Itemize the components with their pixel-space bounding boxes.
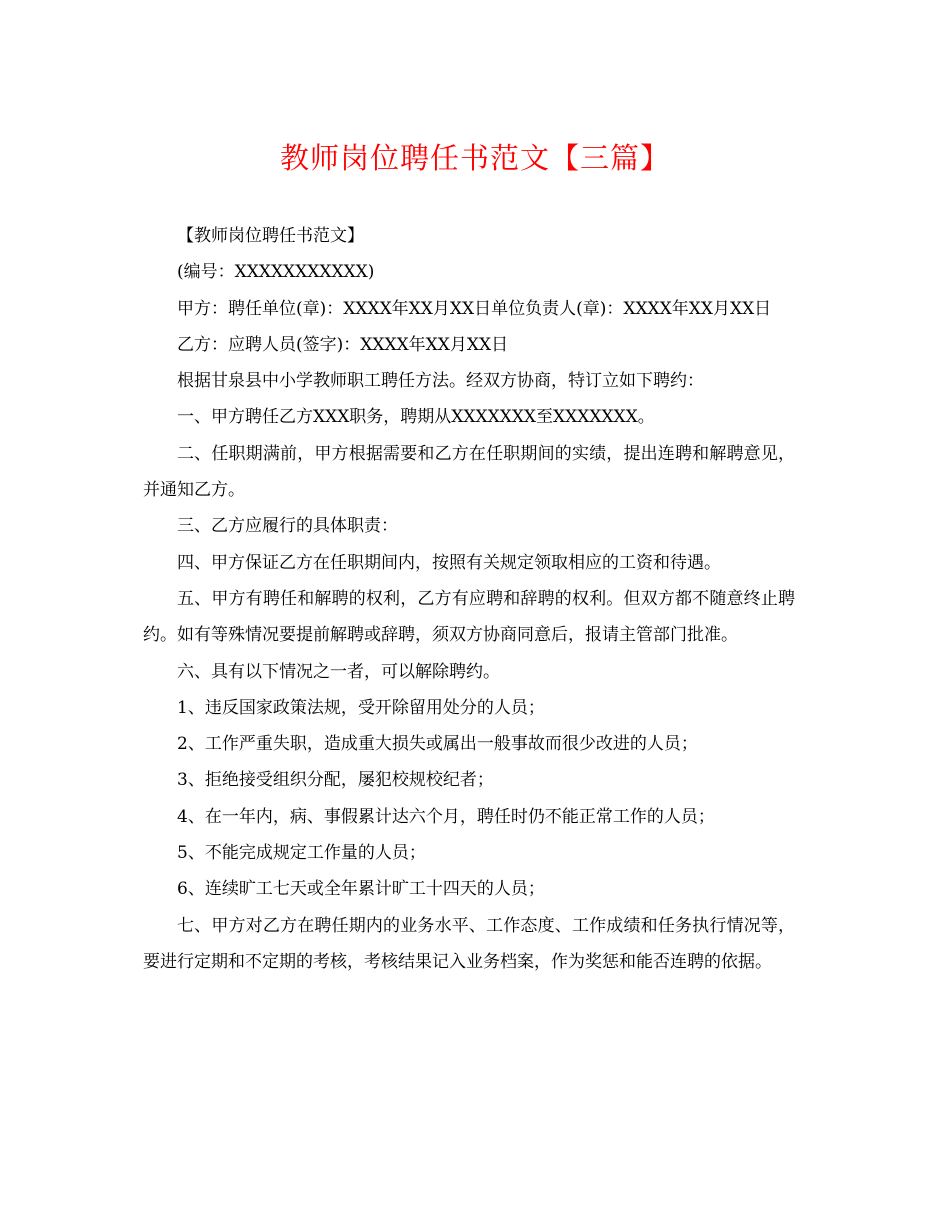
preamble: 根据甘泉县中小学教师职工聘任方法。经双方协商，特订立如下聘约： (177, 371, 704, 392)
party-a-line: 甲方：聘任单位(章)：XXXX年XX月XX日单位负责人(章)：XXXX年XX月XX日 (177, 298, 772, 319)
condition-item-3: 3、拒绝接受组织分配，屡犯校规校纪者； (177, 770, 494, 791)
clause-6: 六、具有以下情况之一者，可以解除聘约。 (177, 661, 500, 682)
clause-5: 五、甲方有聘任和解聘的权利，乙方有应聘和辞聘的权利。但双方都不随意终止聘约。如有等殊情况要提前解聘或辞聘，须双方协商同意后，报请主管部门批准。 (143, 588, 795, 646)
clause-7: 七、甲方对乙方在聘任期内的业务水平、工作态度、工作成绩和任务执行情况等，要进行定期和不定期的考核，考核结果记入业务档案，作为奖惩和能否连聘的依据。 (143, 915, 795, 972)
condition-item-2: 2、工作严重失职，造成重大损失或属出一般事故而很少改进的人员； (177, 734, 698, 755)
clause-2: 二、任职期满前，甲方根据需要和乙方在任职期间的实绩，提出连聘和解聘意见，并通知乙方。 (143, 443, 795, 501)
clause-3: 三、乙方应履行的具体职责： (177, 516, 398, 537)
clause-1: 一、甲方聘任乙方XXX职务，聘期从XXXXXXX至XXXXXXX。 (177, 407, 655, 428)
condition-item-1: 1、违反国家政策法规，受开除留用处分的人员； (177, 697, 545, 718)
condition-item-6: 6、连续旷工七天或全年累计旷工十四天的人员； (177, 879, 545, 900)
condition-item-5: 5、不能完成规定工作量的人员； (177, 843, 426, 864)
document-number: (编号：XXXXXXXXXXX) (177, 262, 375, 283)
clause-4: 四、甲方保证乙方在任职期间内，按照有关规定领取相应的工资和待遇。 (177, 552, 721, 573)
section-heading: 【教师岗位聘任书范文】 (177, 226, 364, 246)
document-body (143, 218, 795, 980)
party-b-line: 乙方：应聘人员(签字)：XXXX年XX月XX日 (177, 334, 509, 355)
condition-item-4: 4、在一年内，病、事假累计达六个月，聘任时仍不能正常工作的人员； (177, 806, 715, 827)
document-title: 教师岗位聘任书范文【三篇】 (279, 141, 670, 175)
